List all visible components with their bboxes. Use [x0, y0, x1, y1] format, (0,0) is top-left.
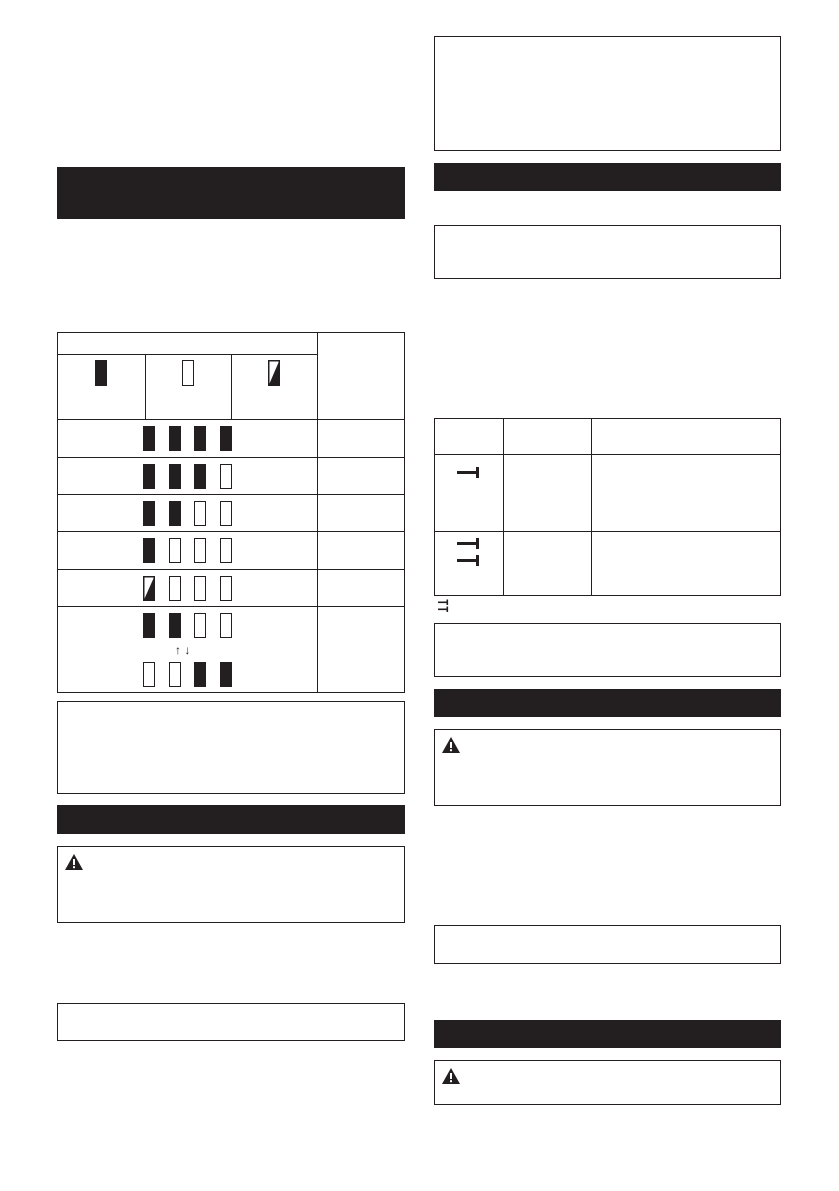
lamp [169, 613, 181, 638]
lamp [169, 662, 181, 687]
note-box [57, 701, 405, 794]
table-divider [58, 569, 405, 570]
screw-size-table [434, 418, 781, 596]
lamp [194, 613, 206, 638]
lamp [220, 662, 232, 687]
single-screw-icon [457, 467, 481, 479]
note-box [434, 36, 781, 151]
lamp [220, 501, 232, 526]
lamp [169, 464, 181, 489]
table-divider [58, 419, 405, 420]
lamp [194, 426, 206, 451]
warning-triangle-icon [441, 736, 461, 754]
table-divider [58, 494, 405, 495]
note-box [434, 623, 781, 677]
section-heading-bar [434, 163, 781, 191]
lamp [194, 464, 206, 489]
section-heading-bar [57, 805, 405, 834]
lamp [220, 576, 232, 601]
table-divider [435, 454, 781, 455]
table-divider [591, 419, 592, 596]
lamp [169, 538, 181, 563]
warning-triangle-icon [441, 1067, 461, 1085]
warning-triangle-icon [64, 853, 84, 871]
lamp [143, 501, 155, 526]
lamp [143, 426, 155, 451]
double-screw-icon [457, 538, 481, 568]
section-heading-bar [434, 689, 781, 717]
table-divider [435, 531, 781, 532]
double-screw-small-icon [438, 599, 450, 613]
lamp [194, 662, 206, 687]
lamp [169, 426, 181, 451]
table-divider [503, 419, 504, 596]
lamp [143, 613, 155, 638]
lamp-off-legend-icon [182, 360, 194, 386]
lamp [194, 576, 206, 601]
note-box [57, 1003, 405, 1041]
alternating-arrows-icon: ↑ ↓ [175, 643, 191, 657]
lamp-blinking-icon [143, 576, 155, 601]
table-divider [58, 606, 405, 607]
lamp [169, 501, 181, 526]
section-heading-bar [57, 167, 405, 219]
lamp [169, 576, 181, 601]
lamp [143, 538, 155, 563]
table-divider [317, 333, 318, 693]
section-heading-bar [434, 1020, 781, 1048]
battery-indicator-table [57, 332, 405, 693]
lamp-lighted-legend-icon [95, 360, 107, 386]
lamp [220, 538, 232, 563]
lamp [220, 426, 232, 451]
note-box [434, 225, 781, 279]
lamp [194, 538, 206, 563]
lamp [194, 501, 206, 526]
table-divider [145, 354, 146, 419]
table-divider [231, 354, 232, 419]
lamp [143, 464, 155, 489]
caution-box [57, 846, 405, 923]
caution-box [434, 1060, 781, 1105]
table-divider [58, 531, 405, 532]
table-divider [58, 354, 317, 355]
lamp-blinking-legend-icon [268, 360, 280, 386]
note-box [434, 925, 781, 964]
lamp [143, 662, 155, 687]
lamp [220, 464, 232, 489]
lamp [220, 613, 232, 638]
caution-box [434, 729, 781, 806]
table-divider [58, 457, 405, 458]
